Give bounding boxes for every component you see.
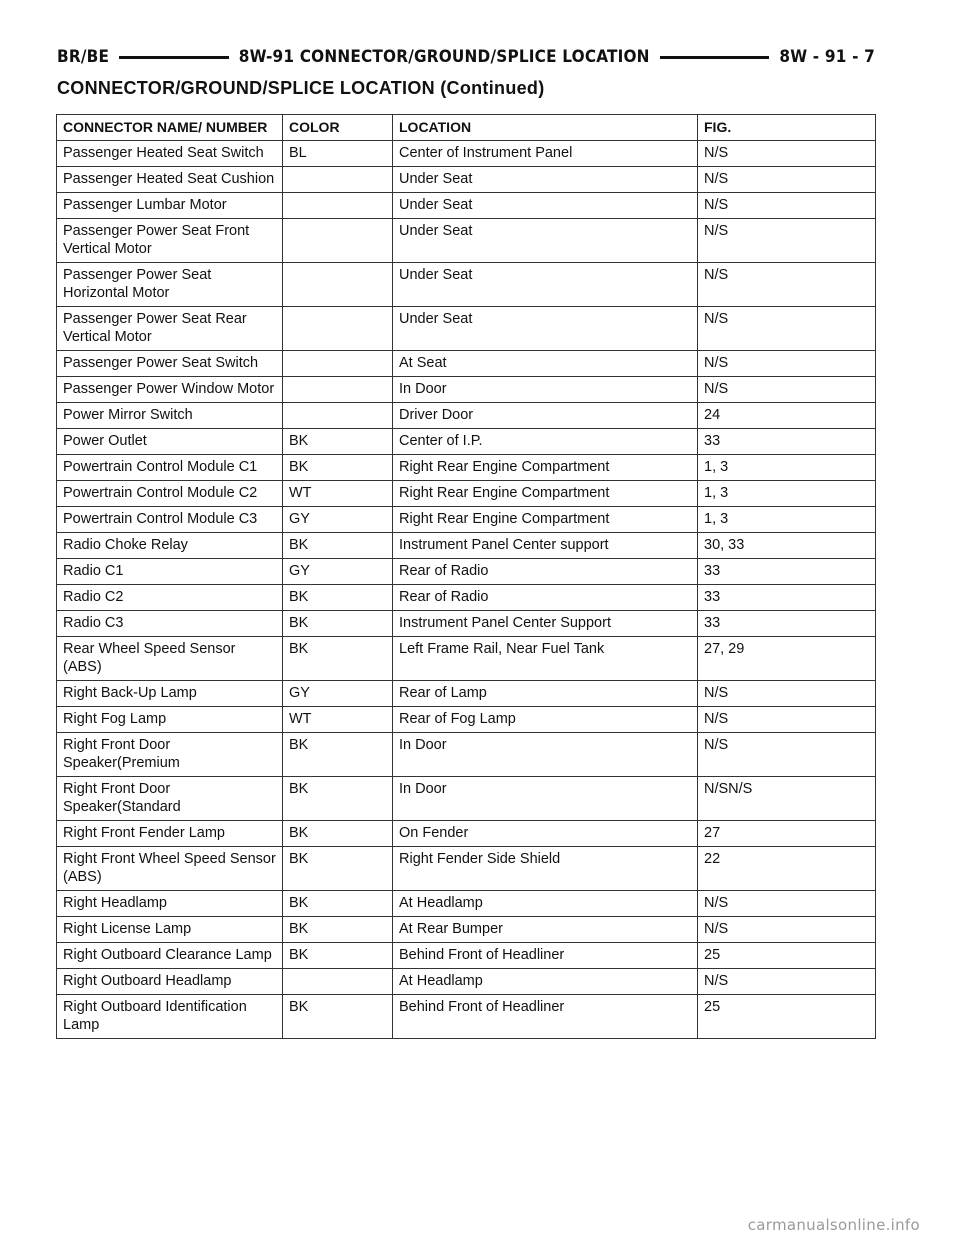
cell-fig: 1, 3 <box>698 481 876 507</box>
cell-color: BK <box>283 943 393 969</box>
cell-fig: 27, 29 <box>698 637 876 681</box>
cell-connector-name: Right Front Fender Lamp <box>57 821 283 847</box>
table-body <box>57 141 876 1039</box>
cell-connector-name: Power Outlet <box>57 429 283 455</box>
cell-fig: N/S <box>698 733 876 777</box>
table-row <box>57 585 876 611</box>
cell-connector-name: Powertrain Control Module C3 <box>57 507 283 533</box>
table-row <box>57 167 876 193</box>
cell-connector-name: Right Back-Up Lamp <box>57 681 283 707</box>
table-row <box>57 481 876 507</box>
cell-location: Behind Front of Headliner <box>393 995 698 1039</box>
cell-connector-name: Radio Choke Relay <box>57 533 283 559</box>
cell-fig: 25 <box>698 943 876 969</box>
table-row <box>57 141 876 167</box>
table-row <box>57 733 876 777</box>
table-row <box>57 891 876 917</box>
cell-color: WT <box>283 707 393 733</box>
cell-location: Under Seat <box>393 263 698 307</box>
cell-color <box>283 219 393 263</box>
header-section-title: 8W-91 CONNECTOR/GROUND/SPLICE LOCATION <box>238 47 650 67</box>
cell-location: At Seat <box>393 351 698 377</box>
cell-connector-name: Passenger Power Seat Switch <box>57 351 283 377</box>
table-row <box>57 455 876 481</box>
table-row <box>57 969 876 995</box>
cell-fig: N/S <box>698 891 876 917</box>
cell-location: Driver Door <box>393 403 698 429</box>
header-rule-right <box>660 56 770 59</box>
cell-color: BK <box>283 847 393 891</box>
cell-location: Right Fender Side Shield <box>393 847 698 891</box>
table-row <box>57 995 876 1039</box>
cell-location: Instrument Panel Center support <box>393 533 698 559</box>
cell-connector-name: Radio C3 <box>57 611 283 637</box>
cell-location: Right Rear Engine Compartment <box>393 507 698 533</box>
cell-color: BL <box>283 141 393 167</box>
table-row <box>57 533 876 559</box>
cell-fig: N/S <box>698 969 876 995</box>
column-header-connector: CONNECTOR NAME/ NUMBER <box>57 115 283 141</box>
table-row <box>57 429 876 455</box>
header-rule-left <box>119 56 229 59</box>
table-row <box>57 821 876 847</box>
cell-fig: N/S <box>698 707 876 733</box>
cell-connector-name: Passenger Lumbar Motor <box>57 193 283 219</box>
cell-location: Under Seat <box>393 167 698 193</box>
cell-location: At Rear Bumper <box>393 917 698 943</box>
table-row <box>57 611 876 637</box>
cell-connector-name: Passenger Power Seat Front Vertical Motor <box>57 219 283 263</box>
table-row <box>57 917 876 943</box>
cell-fig: 24 <box>698 403 876 429</box>
cell-connector-name: Power Mirror Switch <box>57 403 283 429</box>
cell-location: Under Seat <box>393 219 698 263</box>
cell-fig: N/S <box>698 681 876 707</box>
cell-location: Rear of Fog Lamp <box>393 707 698 733</box>
cell-color <box>283 403 393 429</box>
cell-fig: 33 <box>698 559 876 585</box>
cell-fig: 33 <box>698 611 876 637</box>
cell-color: BK <box>283 637 393 681</box>
cell-location: In Door <box>393 777 698 821</box>
cell-location: Center of Instrument Panel <box>393 141 698 167</box>
cell-location: Right Rear Engine Compartment <box>393 455 698 481</box>
cell-color: BK <box>283 533 393 559</box>
cell-location: Left Frame Rail, Near Fuel Tank <box>393 637 698 681</box>
cell-color: BK <box>283 585 393 611</box>
cell-location: Behind Front of Headliner <box>393 943 698 969</box>
table-row <box>57 847 876 891</box>
cell-location: Under Seat <box>393 193 698 219</box>
cell-color: BK <box>283 891 393 917</box>
cell-color: GY <box>283 507 393 533</box>
cell-location: At Headlamp <box>393 969 698 995</box>
cell-color: BK <box>283 733 393 777</box>
column-header-fig: FIG. <box>698 115 876 141</box>
cell-location: Center of I.P. <box>393 429 698 455</box>
cell-color <box>283 351 393 377</box>
table-header-row <box>57 115 876 141</box>
cell-connector-name: Passenger Heated Seat Cushion <box>57 167 283 193</box>
cell-color: BK <box>283 821 393 847</box>
cell-location: In Door <box>393 377 698 403</box>
cell-connector-name: Passenger Power Seat Horizontal Motor <box>57 263 283 307</box>
cell-fig: N/SN/S <box>698 777 876 821</box>
cell-color: BK <box>283 917 393 943</box>
page-header <box>57 44 875 70</box>
cell-fig: 1, 3 <box>698 455 876 481</box>
table-row <box>57 777 876 821</box>
cell-connector-name: Right License Lamp <box>57 917 283 943</box>
cell-fig: N/S <box>698 141 876 167</box>
cell-fig: 1, 3 <box>698 507 876 533</box>
cell-connector-name: Powertrain Control Module C2 <box>57 481 283 507</box>
connector-location-table <box>56 114 876 1039</box>
cell-location: At Headlamp <box>393 891 698 917</box>
table-row <box>57 351 876 377</box>
cell-location: Rear of Lamp <box>393 681 698 707</box>
cell-fig: 22 <box>698 847 876 891</box>
cell-connector-name: Right Outboard Identification Lamp <box>57 995 283 1039</box>
table-row <box>57 681 876 707</box>
cell-color <box>283 307 393 351</box>
cell-fig: 33 <box>698 429 876 455</box>
page-subtitle: CONNECTOR/GROUND/SPLICE LOCATION (Continued) <box>57 78 545 98</box>
cell-color <box>283 167 393 193</box>
table-row <box>57 507 876 533</box>
cell-location: Rear of Radio <box>393 585 698 611</box>
cell-fig: N/S <box>698 377 876 403</box>
cell-color: BK <box>283 777 393 821</box>
cell-fig: N/S <box>698 219 876 263</box>
cell-color <box>283 377 393 403</box>
cell-fig: N/S <box>698 307 876 351</box>
cell-connector-name: Radio C1 <box>57 559 283 585</box>
cell-connector-name: Radio C2 <box>57 585 283 611</box>
cell-color: WT <box>283 481 393 507</box>
cell-connector-name: Passenger Power Window Motor <box>57 377 283 403</box>
cell-color: GY <box>283 681 393 707</box>
table-row <box>57 707 876 733</box>
cell-connector-name: Right Front Door Speaker(Premium <box>57 733 283 777</box>
cell-color: BK <box>283 429 393 455</box>
header-page-number: 8W - 91 - 7 <box>779 47 875 67</box>
cell-connector-name: Passenger Heated Seat Switch <box>57 141 283 167</box>
cell-color <box>283 263 393 307</box>
cell-color: BK <box>283 611 393 637</box>
cell-connector-name: Right Fog Lamp <box>57 707 283 733</box>
table-row <box>57 263 876 307</box>
table-row <box>57 403 876 429</box>
cell-color: BK <box>283 995 393 1039</box>
cell-color: GY <box>283 559 393 585</box>
cell-connector-name: Right Outboard Headlamp <box>57 969 283 995</box>
cell-location: Under Seat <box>393 307 698 351</box>
watermark: carmanualsonline.info <box>747 1216 920 1234</box>
table-row <box>57 307 876 351</box>
cell-fig: 27 <box>698 821 876 847</box>
header-model: BR/BE <box>57 47 110 67</box>
cell-fig: N/S <box>698 351 876 377</box>
cell-fig: N/S <box>698 167 876 193</box>
cell-color <box>283 969 393 995</box>
table-row <box>57 193 876 219</box>
cell-connector-name: Right Front Wheel Speed Sensor (ABS) <box>57 847 283 891</box>
column-header-color: COLOR <box>283 115 393 141</box>
cell-color <box>283 193 393 219</box>
cell-location: In Door <box>393 733 698 777</box>
cell-fig: N/S <box>698 193 876 219</box>
cell-location: Right Rear Engine Compartment <box>393 481 698 507</box>
cell-connector-name: Rear Wheel Speed Sensor (ABS) <box>57 637 283 681</box>
cell-connector-name: Right Front Door Speaker(Standard <box>57 777 283 821</box>
cell-location: Rear of Radio <box>393 559 698 585</box>
table-row <box>57 637 876 681</box>
cell-connector-name: Right Outboard Clearance Lamp <box>57 943 283 969</box>
cell-fig: 30, 33 <box>698 533 876 559</box>
table-row <box>57 219 876 263</box>
cell-fig: 25 <box>698 995 876 1039</box>
cell-fig: N/S <box>698 263 876 307</box>
column-header-location: LOCATION <box>393 115 698 141</box>
cell-fig: N/S <box>698 917 876 943</box>
cell-connector-name: Right Headlamp <box>57 891 283 917</box>
table-row <box>57 377 876 403</box>
cell-color: BK <box>283 455 393 481</box>
table-row <box>57 943 876 969</box>
cell-connector-name: Powertrain Control Module C1 <box>57 455 283 481</box>
cell-fig: 33 <box>698 585 876 611</box>
cell-connector-name: Passenger Power Seat Rear Vertical Motor <box>57 307 283 351</box>
cell-location: Instrument Panel Center Support <box>393 611 698 637</box>
cell-location: On Fender <box>393 821 698 847</box>
table-row <box>57 559 876 585</box>
